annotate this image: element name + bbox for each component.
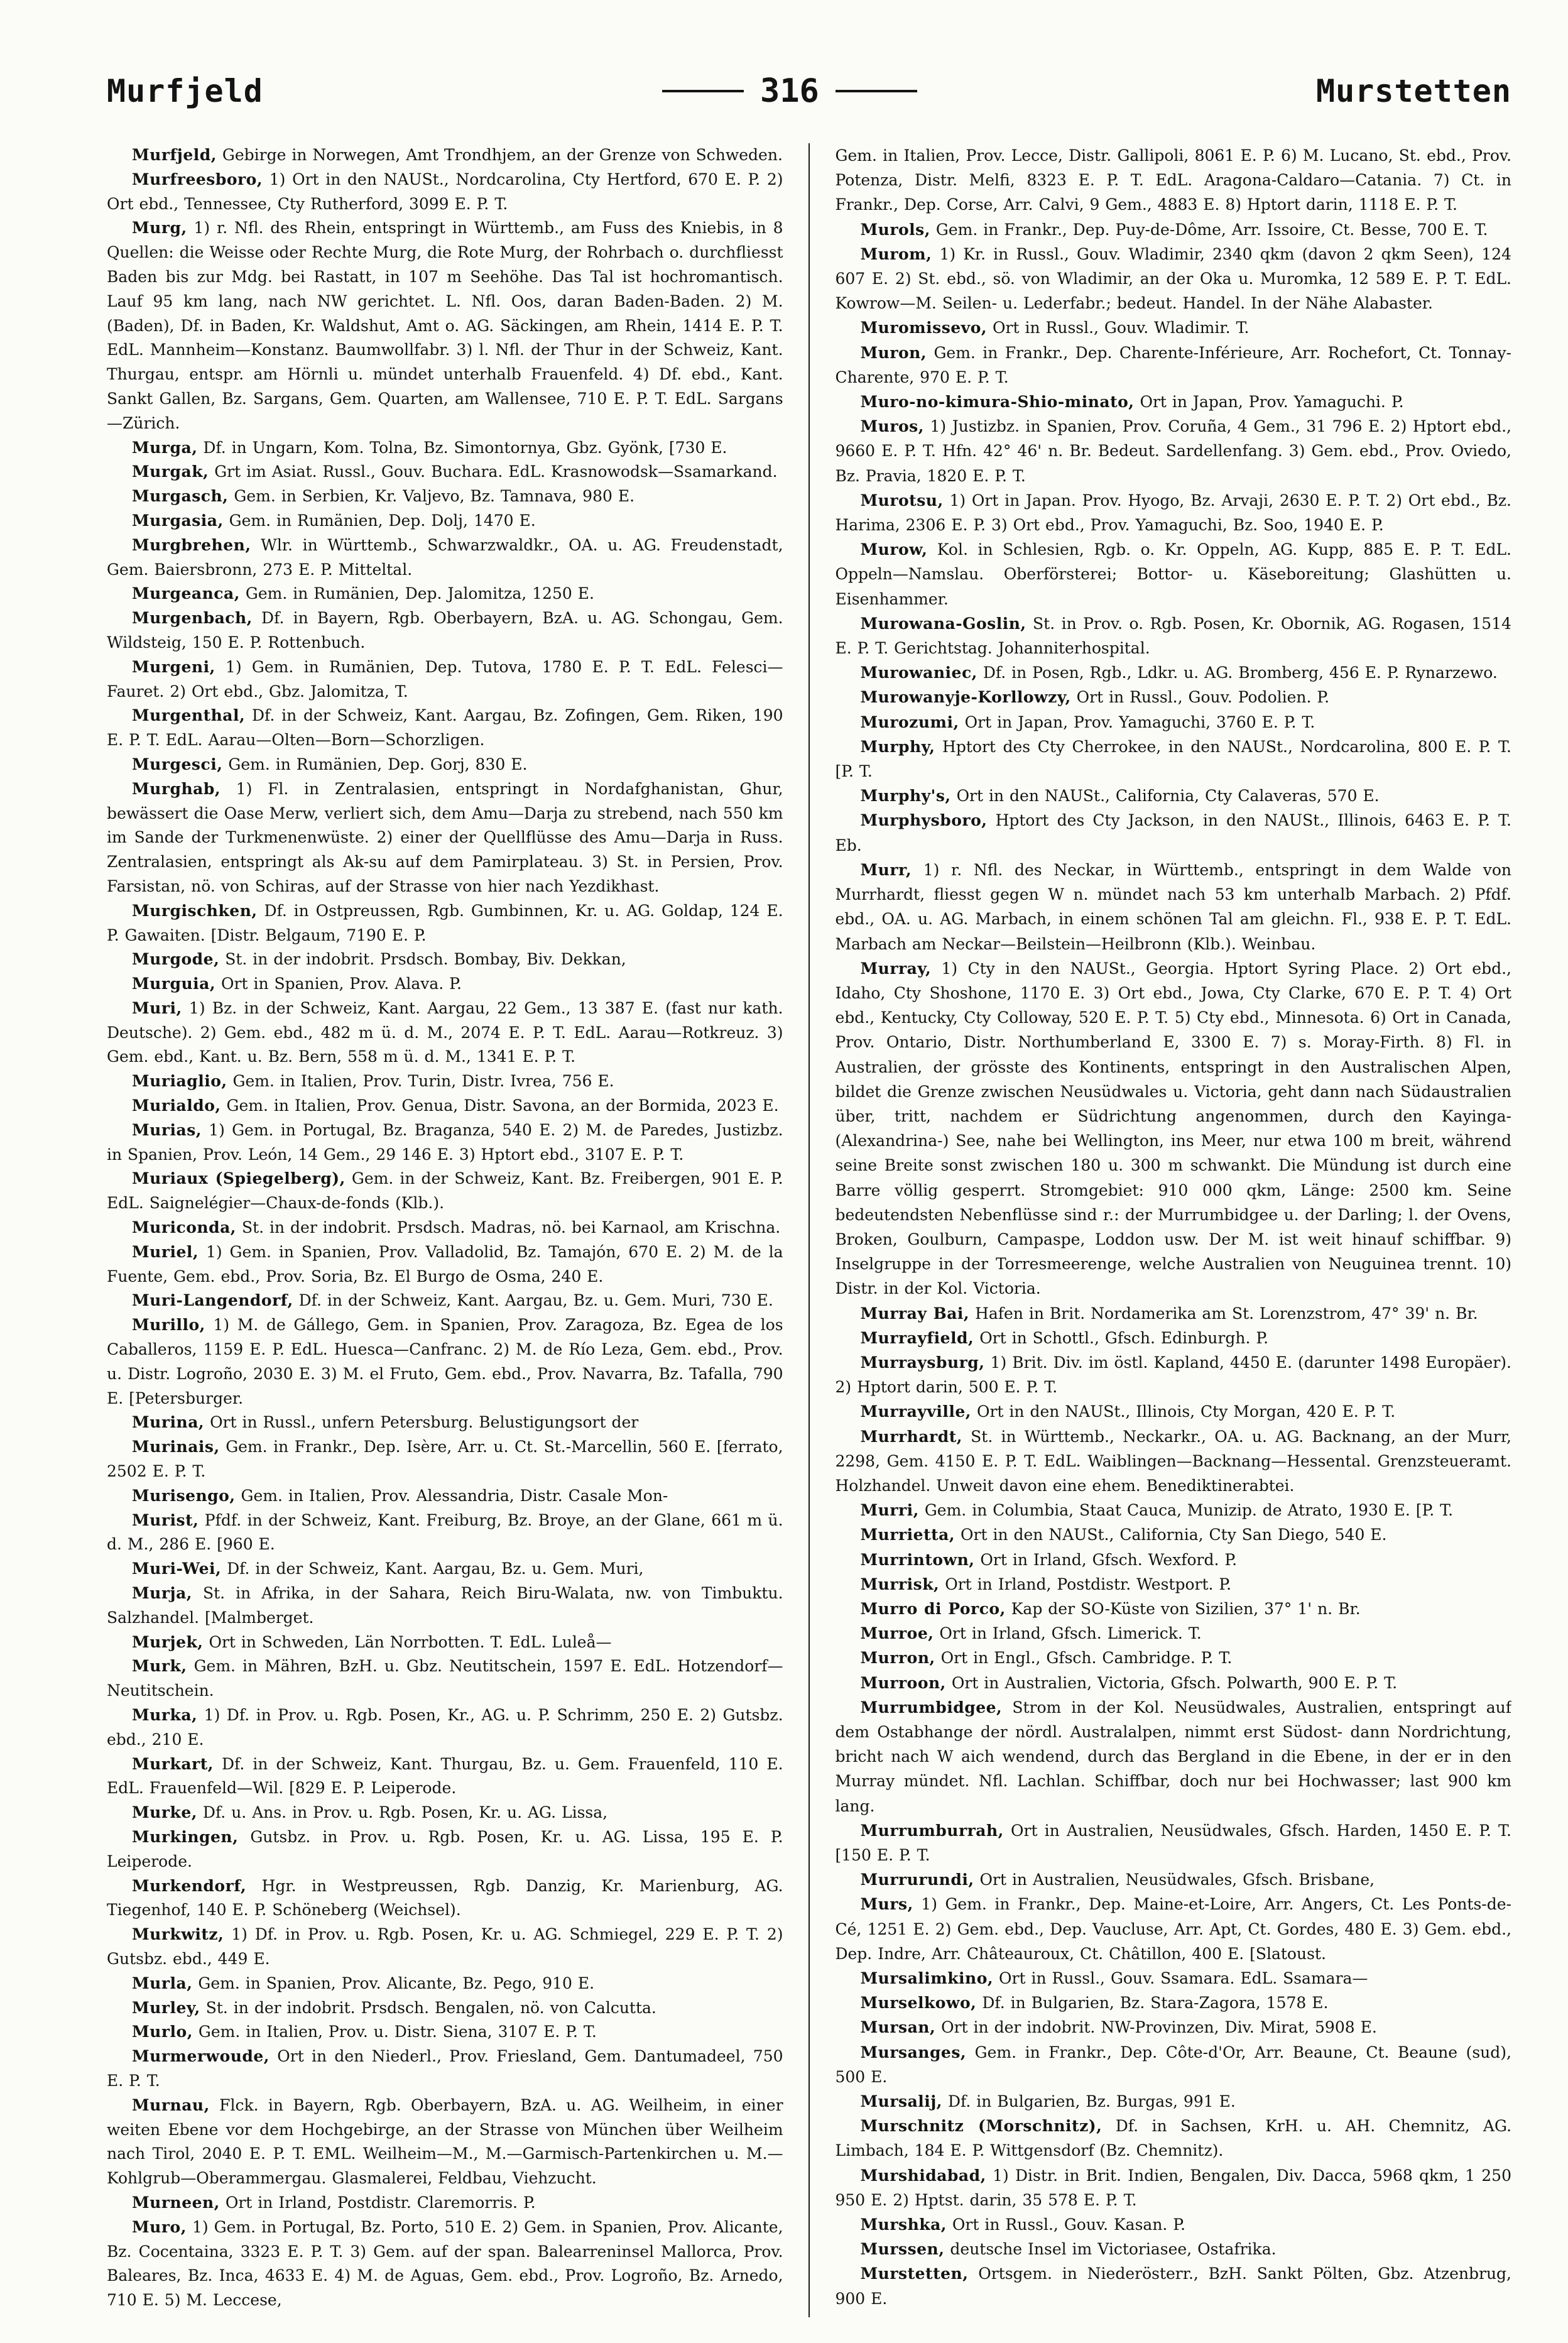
gazetteer-entry <box>835 242 1511 316</box>
gazetteer-entry <box>107 2215 783 2313</box>
left-column <box>107 143 783 2317</box>
gazetteer-entry <box>107 2045 783 2094</box>
entry-headword: Murina, <box>132 1413 205 1432</box>
gazetteer-entry <box>835 1646 1511 1670</box>
gazetteer-entry <box>835 488 1511 537</box>
gazetteer-entry <box>107 582 783 606</box>
gazetteer-entry <box>835 1892 1511 1966</box>
header-rule-right <box>836 90 917 92</box>
entry-headword: Murrintown, <box>860 1550 975 1569</box>
entry-headword: Murillo, <box>132 1316 205 1335</box>
entry-text: Strom in der Kol. Neusüdwales, Australien, entspringt auf dem Ostabhange der nördl. Australalpen, nimmt erst Südost- dann Nordrichtung, bricht nach W aich wendend, durch das Bergland in die Ebene, in der er in den Murray mündet. Nfl. Lachlan. Schiffbar, doch nur bei Hochwasser; last 900 km lang. <box>835 1698 1511 1815</box>
entry-text: St. in Württemb., Neckarkr., OA. u. AG. Backnang, an der Murr, 2298, Gem. 4150 E. P. T. EdL. Waiblingen—Backnang—Hessental. Grenzsteueramt. Holzhandel. Unweit davon eine ehem. Benediktinerabtei. <box>835 1427 1511 1495</box>
entry-headword: Mursalij, <box>860 2092 943 2111</box>
entry-text: Ort in Engl., Gfsch. Cambridge. P. T. <box>940 1649 1233 1668</box>
entry-text: Df. in Posen, Rgb., Ldkr. u. AG. Bromberg, 456 E. P. Rynarzewo. <box>983 664 1498 682</box>
entry-headword: Murphy's, <box>860 787 951 806</box>
entry-text: St. in der indobrit. Prsdsch. Bengalen, nö. von Calcutta. <box>205 1998 656 2017</box>
entry-text: 1) Distr. in Brit. Indien, Bengalen, Div. Dacca, 5968 qkm, 1 250 950 E. 2) Hptst. darin, 35 578 E. P. T. <box>835 2166 1511 2209</box>
entry-headword: Murgasia, <box>132 511 224 530</box>
gazetteer-entry <box>107 1313 783 1411</box>
right-column <box>835 143 1511 2317</box>
gazetteer-entry <box>107 1484 783 1509</box>
entry-text: Gebirge in Norwegen, Amt Trondhjem, an der Grenze von Schweden. <box>222 146 783 164</box>
entry-headword: Murg, <box>132 219 187 238</box>
entry-headword: Murghab, <box>132 779 221 798</box>
gazetteer-entry <box>835 414 1511 488</box>
entry-text: Gem. in Italien, Prov. Genua, Distr. Savona, an der Bormida, 2023 E. <box>226 1096 779 1115</box>
entry-text: St. in der indobrit. Prsdsch. Bombay, Biv. Dekkan, <box>225 950 626 969</box>
gazetteer-entry <box>835 784 1511 808</box>
entry-text: 1) r. Nfl. des Neckar, in Württemb., entspringt in dem Walde von Murrhardt, fliesst gegen W n. mündet nach 53 km unterhalb Marbach. 2) Pfdf. ebd., OA. u. AG. Marbach, in einem schönen Tal am gleichn. Fl., 938 E. P. T. EdL. Marbach am Neckar—Beilstein—Heilbronn (Klb.). Weinbau. <box>835 860 1511 953</box>
entry-headword: Muro-no-kimura-Shio-minato, <box>860 393 1135 412</box>
entry-headword: Murialdo, <box>132 1096 221 1115</box>
entry-headword: Muromissevo, <box>860 319 988 337</box>
entry-headword: Murga, <box>132 438 198 457</box>
gazetteer-entry <box>835 1498 1511 1522</box>
entry-headword: Muriel, <box>132 1242 199 1261</box>
entry-headword: Murshka, <box>860 2215 947 2234</box>
gazetteer-entry <box>835 956 1511 1301</box>
entry-headword: Murray Bai, <box>860 1304 970 1323</box>
gazetteer-entry <box>835 143 1511 217</box>
entry-headword: Murgak, <box>132 462 209 481</box>
entry-text: Gem. in Mähren, BzH. u. Gbz. Neutitschein, 1597 E. EdL. Hotzendorf—Neutitschein. <box>107 1657 783 1700</box>
gazetteer-entry <box>835 735 1511 784</box>
entry-text: Gem. in Frankr., Dep. Puy-de-Dôme, Arr. Issoire, Ct. Besse, 700 E. T. <box>935 220 1488 239</box>
entry-headword: Murgischken, <box>132 901 258 920</box>
entry-text: 1) Bz. in der Schweiz, Kant. Aargau, 22 Gem., 13 387 E. (fast nur kath. Deutsche). 2) Gem. ebd., 482 m ü. d. M., 2074 E. P. T. EdL. Aarau—Rotkreuz. 3) Gem. ebd., Kant. u. Bz. Bern, 558 m ü. d. M., 1341 E. P. T. <box>107 998 783 1066</box>
entry-text: Hptort des Cty Cherrokee, in den NAUSt., Nordcarolina, 800 E. P. T. [P. T. <box>835 737 1511 781</box>
entry-headword: Murowaniec, <box>860 664 977 682</box>
entry-headword: Murray, <box>860 959 932 978</box>
entry-text: 1) M. de Gállego, Gem. in Spanien, Prov. Zaragoza, Bz. Egea de los Caballeros, 1159 E. P. EdL. Huesca—Canfranc. 2) M. de Río Leza, Gem. ebd., Prov. u. Distr. Logroño, 2030 E. 3) M. el Fruto, Gem. ebd., Prov. Navarra, Bz. Tafalla, 790 E. [Petersburger. <box>107 1316 783 1407</box>
gazetteer-entry <box>107 1923 783 1972</box>
entry-text: 1) Gem. in Portugal, Bz. Porto, 510 E. 2) Gem. in Spanien, Prov. Alicante, Bz. Cocentaina, 3323 E. P. T. 3) Gem. auf der span. Balearreninsel Mallorca, Prov. Baleares, Bz. Inca, 4633 E. 4) M. de Aguas, Gem. ebd., Prov. Logroño, Bz. Arnedo, 710 E. 5) M. Leccese, <box>107 2217 783 2310</box>
text-columns <box>107 143 1511 2317</box>
gazetteer-entry <box>835 2212 1511 2237</box>
entry-headword: Murguia, <box>132 975 216 993</box>
entry-text: 1) Df. in Prov. u. Rgb. Posen, Kr., AG. u. P. Schrimm, 250 E. 2) Gutsbz. ebd., 210 E. <box>107 1706 783 1749</box>
entry-text: Gem. in Frankr., Dep. Isère, Arr. u. Ct. St.-Marcellin, 560 E. [ferrato, 2502 E. P. T. <box>107 1438 783 1481</box>
gazetteer-entry <box>107 1703 783 1752</box>
entry-headword: Murkart, <box>132 1754 214 1773</box>
entry-headword: Murstetten, <box>860 2264 969 2283</box>
entry-headword: Murphysboro, <box>860 811 988 830</box>
entry-text: 1) Cty in den NAUSt., Georgia. Hptort Syring Place. 2) Ort ebd., Idaho, Cty Shoshone, 1170 E. 3) Ort ebd., Jowa, Cty Clarke, 670 E. P. T. 4) Ort ebd., Kentucky, Cty Colloway, 520 E. P. T. 5) Cty ebd., Minnesota. 6) Ort in Canada, Prov. Ontario, Distr. Northumberland E, 3300 E. 7) s. Moray-Firth. 8) Fl. in Australien, der grösste des Kontinents, entspringt in den Australischen Alpen, bildet die Grenze zwischen Neusüdwales u. Victoria, geht dann nach Südaustralien über, tritt, nachdem er Südrichtung angenommen, durch den Kayinga- (Alexandrina-) See, nahe bei Wellington, ins Meer, nur etwa 100 m breit, während seine Breite sonst zwischen 180 u. 300 m schwankt. Die Mündung ist durch eine Barre völlig gesperrt. Stromgebiet: 910 000 qkm, Länge: 2500 km. Seine bedeutendsten Nebenflüsse sind r.: der Murrumbidgee u. der Darling; l. der Ovens, Broken, Goulburn, Campaspe, Loddon usw. Der M. ist weit hinauf schiffbar. 9) Inselgruppe in der Torresmeerenge, welche Australien von Neuguinea trennt. 10) Distr. in der Kol. Victoria. <box>835 959 1511 1298</box>
gazetteer-entry <box>107 1094 783 1118</box>
entry-text: Df. in Ungarn, Kom. Tolna, Bz. Simontornya, Gbz. Gyönk, [730 E. <box>203 438 727 457</box>
entry-headword: Murk, <box>132 1657 187 1676</box>
entry-text: 1) Ort in Japan. Prov. Hyogo, Bz. Arvaji, 2630 E. P. T. 2) Ort ebd., Bz. Harima, 2306 E. P. 3) Ort ebd., Prov. Yamaguchi, Bz. Soo, 1940 E. P. <box>835 491 1511 535</box>
gazetteer-entry <box>107 1118 783 1167</box>
gazetteer-entry <box>835 1522 1511 1547</box>
entry-text: Gem. in Italien, Prov. u. Distr. Siena, 3107 E. P. T. <box>198 2023 597 2041</box>
gazetteer-entry <box>835 2089 1511 2114</box>
entry-headword: Murron, <box>860 1649 935 1668</box>
gazetteer-entry <box>107 2094 783 2191</box>
gazetteer-entry <box>107 753 783 777</box>
entry-text: Ort in Russl., Gouv. Podolien. P. <box>1076 688 1330 707</box>
entry-text: Ort in Irland, Postdistr. Claremorris. P. <box>225 2193 536 2212</box>
gazetteer-entry <box>107 460 783 484</box>
entry-headword: Murgbrehen, <box>132 535 251 554</box>
gazetteer-entry <box>835 1548 1511 1572</box>
gazetteer-entry <box>107 1435 783 1484</box>
entry-headword: Murrayfield, <box>860 1328 974 1347</box>
entry-headword: Murssen, <box>860 2240 945 2259</box>
entry-text: Df. in Bulgarien, Bz. Stara-Zagora, 1578 E. <box>982 1994 1329 2013</box>
gazetteer-entry <box>107 606 783 655</box>
entry-text: St. in Prov. o. Rgb. Posen, Kr. Obornik, AG. Rogasen, 1514 E. P. T. Gerichtstag. Johanniterhospital. <box>835 614 1511 658</box>
entry-headword: Murrhardt, <box>860 1427 962 1446</box>
gazetteer-entry <box>107 436 783 461</box>
entry-headword: Murgasch, <box>132 487 229 506</box>
gazetteer-entry <box>107 2020 783 2045</box>
gazetteer-entry <box>107 509 783 533</box>
gazetteer-entry <box>835 390 1511 414</box>
gazetteer-entry <box>107 533 783 582</box>
entry-headword: Murols, <box>860 220 930 239</box>
entry-headword: Murkingen, <box>132 1827 239 1846</box>
gazetteer-entry <box>835 2237 1511 2261</box>
entry-text: Ort in Japan, Prov. Yamaguchi. P. <box>1140 393 1404 412</box>
gazetteer-entry <box>107 1240 783 1289</box>
entry-text: Ort in Russl., Gouv. Kasan. P. <box>952 2215 1186 2234</box>
page-header <box>107 57 1511 126</box>
entry-text: Gem. in Rumänien, Dep. Jalomitza, 1250 E. <box>245 584 594 603</box>
entry-text: 1) Gem. in Spanien, Prov. Valladolid, Bz. Tamajón, 670 E. 2) M. de la Fuente, Gem. ebd., Prov. Soria, Bz. El Burgo de Osma, 240 E. <box>107 1242 783 1286</box>
entry-headword: Murja, <box>132 1584 192 1603</box>
entry-text: Gem. in Rumänien, Dep. Gorj, 830 E. <box>228 755 528 773</box>
gazetteer-entry <box>107 899 783 948</box>
gazetteer-entry <box>835 1597 1511 1621</box>
entry-headword: Muri-Langendorf, <box>132 1291 293 1310</box>
gazetteer-entry <box>835 2114 1511 2163</box>
gazetteer-entry <box>835 2163 1511 2212</box>
entry-text: Df. in Ostpreussen, Rgb. Gumbinnen, Kr. u. AG. Goldap, 124 E. P. Gawaiten. [Distr. Belgaum, 7190 E. P. <box>107 901 783 944</box>
gazetteer-entry <box>835 1621 1511 1646</box>
gazetteer-entry <box>107 143 783 168</box>
gazetteer-entry <box>835 1572 1511 1597</box>
entry-text: Kol. in Schlesien, Rgb. o. Kr. Oppeln, AG. Kupp, 885 E. P. T. EdL. Oppeln—Namslau. Oberförsterei; Bottor- u. Käseboreitung; Glashütten u. Eisenhammer. <box>835 540 1511 608</box>
entry-headword: Mursan, <box>860 2018 936 2037</box>
entry-text: Ort in Australien, Victoria, Gfsch. Polwarth, 900 E. P. T. <box>951 1673 1398 1692</box>
entry-text: Gutsbz. in Prov. u. Rgb. Posen, Kr. u. AG. Lissa, 195 E. P. Leiperode. <box>107 1827 783 1871</box>
gazetteer-entry <box>107 216 783 435</box>
gazetteer-entry <box>107 1996 783 2021</box>
entry-text: 1) Kr. in Russl., Gouv. Wladimir, 2340 qkm (davon 2 qkm Seen), 124 607 E. 2) St. ebd., sö. von Wladimir, an der Oka u. Muromka, 12 589 E. P. T. EdL. Kowrow—M. Seilen- u. Lederfabr.; bedeut. Handel. In der Nähe Alabaster. <box>835 244 1511 313</box>
entry-text: deutsche Insel im Victoriasee, Ostafrika. <box>950 2240 1277 2259</box>
entry-text: Gem. in Italien, Prov. Alessandria, Distr. Casale Mon- <box>241 1486 668 1505</box>
entry-text: 1) Gem. in Portugal, Bz. Braganza, 540 E. 2) M. de Paredes, Justizbz. in Spanien, Prov. León, 14 Gem., 29 146 E. 3) Hptort ebd., 3107 E. P. T. <box>107 1120 783 1164</box>
entry-headword: Murow, <box>860 540 928 559</box>
entry-text: Ort in Spanien, Prov. Alava. P. <box>221 975 462 993</box>
gazetteer-entry <box>835 315 1511 340</box>
entry-headword: Murroe, <box>860 1624 934 1643</box>
entry-text: Ort in Irland, Postdistr. Westport. P. <box>945 1575 1232 1593</box>
entry-text: Ort in Russl., unfern Petersburg. Belustigungsort der <box>210 1413 639 1432</box>
entry-headword: Murphy, <box>860 737 935 756</box>
entry-text: Gem. in Italien, Prov. Turin, Distr. Ivrea, 756 E. <box>232 1072 614 1091</box>
entry-text: Ort in den NAUSt., California, Cty Calaveras, 570 E. <box>956 787 1380 806</box>
entry-text: Hptort des Cty Jackson, in den NAUSt., Illinois, 6463 E. P. T. Eb. <box>835 811 1511 855</box>
gazetteer-entry <box>835 808 1511 857</box>
entry-text: 1) Ort in den NAUSt., Nordcarolina, Cty Hertford, 670 E. P. 2) Ort ebd., Tennessee, Cty Rutherford, 3099 E. P. T. <box>107 170 783 213</box>
gazetteer-entry <box>835 858 1511 956</box>
entry-text: Hgr. in Westpreussen, Rgb. Danzig, Kr. Marienburg, AG. Tiegenhof, 140 E. P. Schöneberg (Weichsel). <box>107 1876 783 1920</box>
gazetteer-entry <box>107 1216 783 1240</box>
entry-text: Df. in der Schweiz, Kant. Thurgau, Bz. u. Gem. Frauenfeld, 110 E. EdL. Frauenfeld—Wil. [829 E. P. Leiperode. <box>107 1754 783 1798</box>
gazetteer-entry <box>107 972 783 997</box>
entry-headword: Murisengo, <box>132 1486 236 1505</box>
header-left-catchword: Murfjeld <box>107 73 263 109</box>
entry-text: Gem. in Columbia, Staat Cauca, Munizip. de Atrato, 1930 E. [P. T. <box>924 1501 1454 1520</box>
gazetteer-entry <box>107 1509 783 1558</box>
entry-headword: Murrayville, <box>860 1402 972 1421</box>
gazetteer-entry <box>107 1801 783 1825</box>
entry-text: Hafen in Brit. Nordamerika am St. Lorenzstrom, 47° 39' n. Br. <box>975 1304 1478 1323</box>
entry-text: Grt im Asiat. Russl., Gouv. Buchara. EdL. Krasnowodsk—Ssamarkand. <box>214 462 778 481</box>
entry-headword: Murgenbach, <box>132 609 253 628</box>
gazetteer-entry <box>107 655 783 704</box>
gazetteer-entry <box>835 1326 1511 1350</box>
entry-headword: Murshidabad, <box>860 2166 986 2185</box>
gazetteer-entry <box>835 2015 1511 2040</box>
entry-headword: Muriaux (Spiegelberg), <box>132 1169 346 1188</box>
entry-headword: Muro, <box>132 2217 187 2236</box>
gazetteer-entry <box>107 2191 783 2215</box>
entry-text: 1) Brit. Div. im östl. Kapland, 4450 E. (darunter 1498 Europäer). 2) Hptort darin, 500 E. P. T. <box>835 1353 1511 1397</box>
entry-headword: Murrietta, <box>860 1526 956 1544</box>
entry-text: Ort in den Niederl., Prov. Friesland, Gem. Dantumadeel, 750 E. P. T. <box>107 2047 783 2090</box>
column-divider <box>808 143 810 2317</box>
gazetteer-entry <box>835 1991 1511 2015</box>
entry-headword: Murselkowo, <box>860 1994 977 2013</box>
entry-text: Ortsgem. in Niederösterr., BzH. Sankt Pölten, Gbz. Atzenbrug, 900 E. <box>835 2264 1511 2308</box>
entry-text: Ort in Australien, Neusüdwales, Gfsch. Harden, 1450 E. P. T. [150 E. P. T. <box>835 1821 1511 1865</box>
entry-headword: Murla, <box>132 1974 193 1992</box>
entry-headword: Murkwitz, <box>132 1925 224 1944</box>
entry-headword: Murgeni, <box>132 657 215 676</box>
entry-text: Df. in Bayern, Rgb. Oberbayern, BzA. u. AG. Schongau, Gem. Wildsteig, 150 E. P. Rottenbuch. <box>107 609 783 652</box>
header-rule-left <box>662 90 744 92</box>
gazetteer-entry <box>107 1752 783 1801</box>
gazetteer-entry <box>835 710 1511 735</box>
entry-text: Ort in Russl., Gouv. Ssamara. EdL. Ssamara— <box>999 1969 1368 1988</box>
gazetteer-entry <box>835 341 1511 390</box>
entry-text: Df. u. Ans. in Prov. u. Rgb. Posen, Kr. u. AG. Lissa, <box>202 1803 608 1822</box>
entry-text: Gem. in Rumänien, Dep. Dolj, 1470 E. <box>229 511 536 530</box>
gazetteer-entry <box>835 611 1511 660</box>
entry-headword: Murraysburg, <box>860 1353 985 1372</box>
entry-text: St. in der indobrit. Prsdsch. Madras, nö. bei Karnaol, am Krischna. <box>241 1218 781 1237</box>
gazetteer-entry <box>835 1818 1511 1867</box>
entry-headword: Muriconda, <box>132 1218 236 1237</box>
gazetteer-entry <box>835 217 1511 242</box>
entry-text: Df. in Bulgarien, Bz. Burgas, 991 E. <box>947 2092 1236 2111</box>
gazetteer-entry <box>107 484 783 509</box>
entry-headword: Murfjeld, <box>132 146 217 164</box>
gazetteer-entry <box>835 1867 1511 1892</box>
entry-text: Ort in den NAUSt., Illinois, Cty Morgan, 420 E. P. T. <box>976 1402 1396 1421</box>
gazetteer-entry <box>107 948 783 972</box>
gazetteer-entry <box>107 1411 783 1435</box>
entry-text: 1) Gem. in Rumänien, Dep. Tutova, 1780 E. P. T. EdL. Felesci—Fauret. 2) Ort ebd., Gbz. Jalomitza, T. <box>107 657 783 701</box>
page-number: 316 <box>760 72 819 110</box>
entry-headword: Murschnitz (Morschnitz), <box>860 2117 1102 2136</box>
gazetteer-entry <box>107 1972 783 1996</box>
header-right-catchword: Murstetten <box>1315 73 1511 109</box>
entry-text: Ort in Schweden, Län Norrbotten. T. EdL. Luleå— <box>209 1632 612 1651</box>
gazetteer-entry <box>835 660 1511 685</box>
entry-headword: Murke, <box>132 1803 197 1822</box>
gazetteer-entry <box>107 997 783 1069</box>
entry-headword: Murfreesboro, <box>132 170 263 188</box>
entry-headword: Murozumi, <box>860 713 959 731</box>
entry-text: Ort in Russl., Gouv. Wladimir. T. <box>993 319 1250 337</box>
entry-text: Wlr. in Württemb., Schwarzwaldkr., OA. u. AG. Freudenstadt, Gem. Baiersbronn, 273 E. P. Mitteltal. <box>107 535 783 579</box>
entry-text: Df. in Sachsen, KrH. u. AH. Chemnitz, AG. Limbach, 184 E. P. Wittgensdorf (Bz. Chemnitz). <box>835 2117 1511 2160</box>
gazetteer-entry <box>835 1399 1511 1424</box>
entry-headword: Murka, <box>132 1706 198 1724</box>
entry-text: Ort in Australien, Neusüdwales, Gfsch. Brisbane, <box>979 1871 1375 1889</box>
entry-headword: Murotsu, <box>860 491 944 510</box>
gazetteer-entry <box>835 1350 1511 1399</box>
gazetteer-entry <box>107 1654 783 1703</box>
gazetteer-entry <box>835 1671 1511 1695</box>
entry-text: Ort in der indobrit. NW-Provinzen, Div. Mirat, 5908 E. <box>941 2018 1377 2037</box>
gazetteer-entry <box>107 1167 783 1216</box>
gazetteer-entry <box>835 685 1511 709</box>
entry-headword: Muri, <box>132 998 182 1017</box>
entry-text: St. in Afrika, in der Sahara, Reich Biru-Walata, nw. von Timbuktu. Salzhandel. [Malmberget. <box>107 1584 783 1627</box>
gazetteer-entry <box>107 1289 783 1313</box>
entry-headword: Murowanyje-Korllowzy, <box>860 688 1071 707</box>
header-center <box>662 72 917 110</box>
gazetteer-entry <box>835 1301 1511 1326</box>
entry-headword: Murr, <box>860 860 912 879</box>
entry-text: Pfdf. in der Schweiz, Kant. Freiburg, Bz. Broye, an der Glane, 661 m ü. d. M., 286 E. [960 E. <box>107 1510 783 1554</box>
entry-text: Gem. in der Schweiz, Kant. Bz. Freibergen, 901 E. P. EdL. Saignelégier—Chaux-de-fonds (Klb.). <box>107 1169 783 1213</box>
gazetteer-entry <box>835 2261 1511 2310</box>
entry-text: 1) r. Nfl. des Rhein, entspringt in Württemb., am Fuss des Kniebis, in 8 Quellen: die Weisse oder Rechte Murg, die Rote Murg, der Rohrbach o. durchfliesst Baden bis zur Mdg. bei Rastatt, in 107 m Seehöhe. Das Tal ist hochromantisch. Lauf 95 km lang, nach NW gerichtet. L. Nfl. Oos, daran Baden-Baden. 2) M. (Baden), Df. in Baden, Kr. Waldshut, Amt o. AG. Säckingen, am Rhein, 1414 E. P. T. EdL. Mannheim—Konstanz. Baumwollfabr. 3) l. Nfl. der Thur in der Schweiz, Kant. Thurgau, entspr. am Hörnli u. mündet unterhalb Frauenfeld. 4) Df. ebd., Kant. Sankt Gallen, Bz. Sargans, Gem. Quarten, am Wallensee, 710 E. P. T. EdL. Sargans—Zürich. <box>107 219 783 432</box>
entry-headword: Murley, <box>132 1998 200 2017</box>
entry-headword: Murnau, <box>132 2095 210 2114</box>
gazetteer-entry <box>107 1874 783 1923</box>
entry-headword: Murgeanca, <box>132 584 240 603</box>
entry-text: 1) Gem. in Frankr., Dep. Maine-et-Loire, Arr. Angers, Ct. Les Ponts-de-Cé, 1251 E. 2) Gem. ebd., Dep. Vaucluse, Arr. Apt, Ct. Gordes, 480 E. 3) Gem. ebd., Dep. Indre, Arr. Châteauroux, Ct. Châtillon, 400 E. [Slatoust. <box>835 1895 1511 1963</box>
entry-headword: Murrumburrah, <box>860 1821 1004 1840</box>
gazetteer-entry <box>835 2040 1511 2089</box>
entry-headword: Mursanges, <box>860 2043 967 2062</box>
entry-text: Kap der SO-Küste von Sizilien, 37° 1' n. Br. <box>1011 1599 1361 1618</box>
gazetteer-entry <box>107 704 783 753</box>
entry-headword: Murri, <box>860 1501 919 1520</box>
entry-headword: Murs, <box>860 1895 913 1914</box>
entry-text: Gem. in Italien, Prov. Lecce, Distr. Gallipoli, 8061 E. P. 6) M. Lucano, St. ebd., Prov. Potenza, Distr. Melfi, 8323 E. P. T. EdL. Aragona-Caldaro—Catania. 7) Ct. in Frankr., Dep. Corse, Arr. Calvi, 9 Gem., 4883 E. 8) Hptort darin, 1118 E. P. T. <box>835 146 1511 214</box>
gazetteer-entry <box>835 1695 1511 1818</box>
entry-text: Df. in der Schweiz, Kant. Aargau, Bz. u. Gem. Muri, 730 E. <box>298 1291 773 1310</box>
entry-headword: Murist, <box>132 1510 199 1529</box>
entry-headword: Murjek, <box>132 1632 204 1651</box>
gazetteer-entry <box>107 168 783 217</box>
entry-text: Ort in Japan, Prov. Yamaguchi, 3760 E. P. T. <box>964 713 1315 731</box>
entry-text: Ort in Irland, Gfsch. Limerick. T. <box>939 1624 1202 1643</box>
entry-headword: Murrisk, <box>860 1575 940 1593</box>
entry-text: Flck. in Bayern, Rgb. Oberbayern, BzA. u. AG. Weilheim, in einer weiten Ebene vor dem Hochgebirge, an der Strasse von München über Weilheim nach Tirol, 2040 E. P. T. EML. Weilheim—M., M.—Garmisch-Partenkirchen u. M.—Kohlgrub—Oberammergau. Glasmalerei, Feldbau, Viehzucht. <box>107 2095 783 2188</box>
entry-headword: Murro di Porco, <box>860 1599 1006 1618</box>
entry-text: Gem. in Spanien, Prov. Alicante, Bz. Pego, 910 E. <box>198 1974 595 1992</box>
entry-headword: Murinais, <box>132 1438 220 1456</box>
entry-headword: Murgesci, <box>132 755 223 773</box>
entry-text: Gem. in Frankr., Dep. Charente-Inférieure, Arr. Rochefort, Ct. Tonnay-Charente, 970 E. P. T. <box>835 343 1511 386</box>
gazetteer-entry <box>107 777 783 899</box>
gazetteer-entry <box>835 537 1511 611</box>
entry-headword: Mursalimkino, <box>860 1969 994 1988</box>
entry-text: Ort in Schottl., Gfsch. Edinburgh. P. <box>979 1328 1269 1347</box>
entry-headword: Muron, <box>860 343 927 362</box>
entry-text: Df. in der Schweiz, Kant. Aargau, Bz. Zofingen, Gem. Riken, 190 E. P. T. EdL. Aarau—Olten—Born—Schorzligen. <box>107 706 783 750</box>
entry-headword: Murmerwoude, <box>132 2047 270 2066</box>
gazetteer-entry <box>835 1966 1511 1991</box>
entry-headword: Muri-Wei, <box>132 1559 222 1578</box>
entry-headword: Murowana-Goslin, <box>860 614 1026 633</box>
entry-headword: Murkendorf, <box>132 1876 247 1895</box>
entry-headword: Murias, <box>132 1120 202 1139</box>
entry-text: 1) Df. in Prov. u. Rgb. Posen, Kr. u. AG. Schmiegel, 229 E. P. T. 2) Gutsbz. ebd., 449 E. <box>107 1925 783 1968</box>
entry-headword: Murlo, <box>132 2023 193 2041</box>
entry-headword: Murroon, <box>860 1673 946 1692</box>
entry-text: 1) Justizbz. in Spanien, Prov. Coruña, 4 Gem., 31 796 E. 2) Hptort ebd., 9660 E. P. T. Hfn. 42° 46' n. Br. Bedeut. Sardellenfang. 3) Gem. ebd., Prov. Oviedo, Bz. Pravia, 1820 E. P. T. <box>835 417 1511 485</box>
entry-headword: Murneen, <box>132 2193 220 2212</box>
entry-text: Ort in Irland, Gfsch. Wexford. P. <box>980 1550 1238 1569</box>
gazetteer-entry <box>107 1825 783 1874</box>
entry-text: Gem. in Frankr., Dep. Côte-d'Or, Arr. Beaune, Ct. Beaune (sud), 500 E. <box>835 2043 1511 2086</box>
entry-headword: Muriaglio, <box>132 1072 227 1091</box>
gazetteer-entry <box>835 1424 1511 1499</box>
entry-headword: Murom, <box>860 244 932 263</box>
gazetteer-entry <box>107 1557 783 1581</box>
entry-headword: Muros, <box>860 417 924 436</box>
gazetteer-entry <box>107 1069 783 1094</box>
entry-headword: Murgenthal, <box>132 706 246 725</box>
gazetteer-entry <box>107 1581 783 1630</box>
entry-headword: Murrumbidgee, <box>860 1698 1003 1717</box>
entry-headword: Murgode, <box>132 950 220 969</box>
entry-headword: Murrurundi, <box>860 1871 974 1889</box>
entry-text: Ort in den NAUSt., California, Cty San Diego, 540 E. <box>961 1526 1387 1544</box>
entry-text: 1) Fl. in Zentralasien, entspringt in Nordafghanistan, Ghur, bewässert die Oase Merw, verliert sich, dem Amu—Darja zu strebend, nach 550 km im Sande der Turkmenenwüste. 2) einer der Quellflüsse des Amu—Darja in Russ. Zentralasien, entspringt als Ak-su auf dem Pamirplateau. 3) St. in Persien, Prov. Farsistan, nö. von Schiras, auf der Strasse von hier nach Yezdikhast. <box>107 779 783 895</box>
entry-text: Df. in der Schweiz, Kant. Aargau, Bz. u. Gem. Muri, <box>227 1559 644 1578</box>
gazetteer-entry <box>107 1630 783 1655</box>
entry-text: Gem. in Serbien, Kr. Valjevo, Bz. Tamnava, 980 E. <box>234 487 635 506</box>
